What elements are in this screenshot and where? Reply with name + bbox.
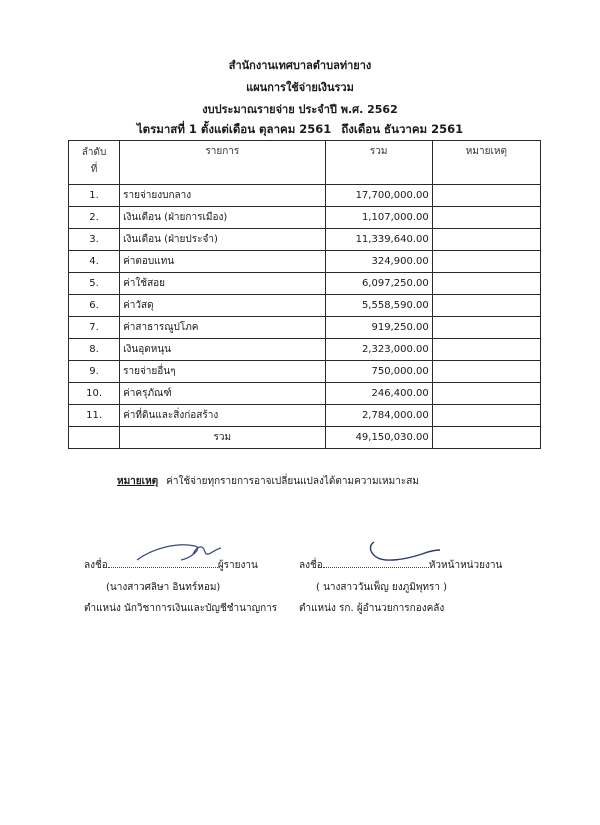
table-row [69, 405, 541, 427]
left-handwritten-signature [133, 540, 225, 568]
remark-text: ค่าใช้จ่ายทุกรายการอาจเปลี่ยนแปลงได้ตามความเหมาะสม [166, 476, 419, 487]
row-item: ค่าวัสดุ [120, 295, 325, 317]
row-note [432, 339, 540, 361]
row-item: รายจ่ายงบกลาง [120, 185, 325, 207]
remark [117, 474, 419, 489]
remark-label: หมายเหตุ [117, 476, 159, 487]
row-note [432, 273, 540, 295]
quarter-start: ไตรมาสที่ 1 ตั้งแต่เดือน ตุลาคม 2561 [136, 122, 332, 136]
right-signer-position: ตำแหน่ง รก. ผู้อำนวยการกองคลัง [299, 603, 445, 614]
right-signature-line: ลงชื่อ หัวหน้าหน่วยงาน [299, 557, 502, 573]
table-row [69, 383, 541, 405]
row-item: ค่าใช้สอย [120, 273, 325, 295]
row-number: 3. [69, 229, 120, 251]
row-amount: 2,323,000.00 [325, 339, 432, 361]
quarter-period [0, 121, 600, 139]
row-note [432, 295, 540, 317]
row-number: 1. [69, 185, 120, 207]
row-amount: 11,339,640.00 [325, 229, 432, 251]
row-amount: 2,784,000.00 [325, 405, 432, 427]
row-note [432, 361, 540, 383]
row-item: ค่าตอบแทน [120, 251, 325, 273]
row-number: 2. [69, 207, 120, 229]
table-row [69, 317, 541, 339]
row-note [432, 251, 540, 273]
total-label: รวม [120, 427, 325, 449]
row-number: 4. [69, 251, 120, 273]
table-row [69, 207, 541, 229]
row-item: ค่าที่ดินและสิ่งก่อสร้าง [120, 405, 325, 427]
total-note-cell [432, 427, 540, 449]
right-signer-name: ( นางสาววันเพ็ญ ยงภูมิพุทรา ) [316, 582, 448, 593]
table-row [69, 251, 541, 273]
table-row [69, 185, 541, 207]
row-number: 10. [69, 383, 120, 405]
header-amount: รวม [325, 141, 432, 185]
row-item: เงินเดือน (ฝ่ายการเมือง) [120, 207, 325, 229]
left-signer-position: ตำแหน่ง นักวิชาการเงินและบัญชีชำนาญการ [84, 603, 278, 614]
row-number: 5. [69, 273, 120, 295]
row-number: 11. [69, 405, 120, 427]
row-number: 7. [69, 317, 120, 339]
row-note [432, 207, 540, 229]
row-note [432, 405, 540, 427]
total-row [69, 427, 541, 449]
table-row [69, 339, 541, 361]
organization-title: สำนักงานเทศบาลตำบลท่ายาง [228, 59, 372, 72]
row-item: ค่าสาธารณูปโภค [120, 317, 325, 339]
row-amount: 919,250.00 [325, 317, 432, 339]
table-row [69, 229, 541, 251]
fiscal-year-title: งบประมาณรายจ่าย ประจำปี พ.ศ. 2562 [202, 103, 398, 116]
quarter-end: ถึงเดือน ธันวาคม 2561 [341, 122, 464, 136]
left-signature-line: ลงชื่อ ผู้รายงาน [84, 557, 258, 573]
total-empty-cell [69, 427, 120, 449]
row-note [432, 229, 540, 251]
header-item: รายการ [120, 141, 325, 185]
header-note: หมายเหตุ [432, 141, 540, 185]
row-amount: 324,900.00 [325, 251, 432, 273]
row-item: ค่าครุภัณฑ์ [120, 383, 325, 405]
table-row [69, 361, 541, 383]
row-amount: 246,400.00 [325, 383, 432, 405]
row-amount: 1,107,000.00 [325, 207, 432, 229]
row-note [432, 185, 540, 207]
row-item: เงินเดือน (ฝ่ายประจำ) [120, 229, 325, 251]
right-handwritten-signature [364, 538, 444, 568]
row-number: 9. [69, 361, 120, 383]
budget-table [68, 140, 541, 449]
row-note [432, 383, 540, 405]
row-item: เงินอุดหนุน [120, 339, 325, 361]
row-note [432, 317, 540, 339]
row-number: 6. [69, 295, 120, 317]
row-amount: 750,000.00 [325, 361, 432, 383]
row-amount: 17,700,000.00 [325, 185, 432, 207]
table-row [69, 273, 541, 295]
header-order-number: ลำดับ ที่ [69, 141, 120, 185]
plan-title: แผนการใช้จ่ายเงินรวม [246, 81, 354, 94]
table-row [69, 295, 541, 317]
left-signer-name: (นางสาวศลิษา อินทร์หอม) [106, 582, 221, 593]
row-item: รายจ่ายอื่นๆ [120, 361, 325, 383]
table-header-row [69, 141, 541, 185]
row-amount: 6,097,250.00 [325, 273, 432, 295]
row-number: 8. [69, 339, 120, 361]
total-amount: 49,150,030.00 [325, 427, 432, 449]
row-amount: 5,558,590.00 [325, 295, 432, 317]
